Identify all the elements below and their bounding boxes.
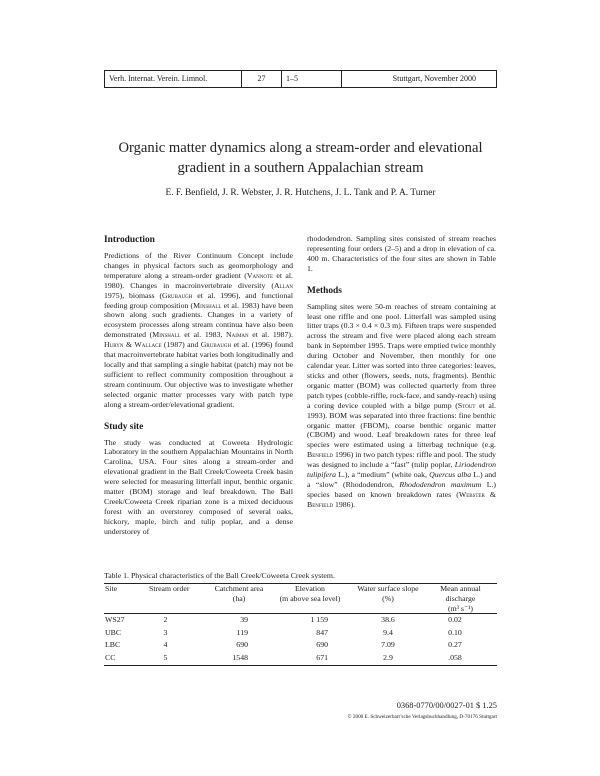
table-row <box>104 627 497 640</box>
journal-header <box>104 70 497 88</box>
cell-discharge: 0.02 <box>448 615 462 625</box>
right-column <box>307 234 496 521</box>
introduction-paragraph: Predictions of the River Continuum Concept include changes in physical factors such as geomorphology and temperature along a stream-order gradient (Vannote et al. 1980). Changes in macroinvertebrate diversity (Allan 1975), biomass (Grubaugh et al. 1996), and functional feeding group composition (Minshall et al. 1983) have been shown along such gradients. Changes in a variety of ecosystem processes along stream continua have also been demonstrated (Minshall et al. 1983, Naiman et al. 1987). Huryn & Wallace (1987) and Grubaugh et al. (1996) found that macroinvertebrate habitat varies both longitudinally and locally and that sampling a single habitat (patch) may not be sufficient to reflect community composition throughout a stream continuum. Our objective was to investigate whether selected organic matter processes vary with patch type along a stream-order/elevational gradient. <box>104 251 293 409</box>
cell-order: 3 <box>163 627 168 637</box>
cell-catchment: 119 <box>236 627 248 637</box>
table-header-row <box>104 584 497 614</box>
cell-order: 4 <box>163 640 168 650</box>
cell-slope: 38.6 <box>381 615 395 625</box>
cell-elevation: 671 <box>316 653 328 663</box>
cell-order: 5 <box>163 653 168 663</box>
paper-title <box>104 138 497 178</box>
study-site-heading: Study site <box>104 421 144 432</box>
journal-volume: 27 <box>242 71 282 87</box>
cell-discharge: 0.27 <box>448 640 462 650</box>
cell-elevation: 690 <box>316 640 328 650</box>
col-header-stream-order: Stream order <box>149 584 190 593</box>
study-site-continued-paragraph: rhododendron. Sampling sites consisted of stream reaches representing four orders (2–5) and a drop in elevation of ca. 400 m. Characteristics of the four sites are shown in Table 1. <box>307 234 496 273</box>
table-row <box>104 639 497 652</box>
cell-site: LBC <box>105 640 121 650</box>
col-header-site: Site <box>105 584 118 593</box>
title-line-2: gradient in a southern Appalachian stream <box>177 160 424 176</box>
table-row <box>104 652 497 665</box>
cell-elevation: 1 159 <box>310 615 328 625</box>
cell-discharge: .058 <box>448 653 462 663</box>
cell-slope: 9.4 <box>383 627 393 637</box>
footer-price: 0368-0770/00/0027-01 $ 1.25 <box>396 701 497 710</box>
cell-elevation: 847 <box>316 627 328 637</box>
journal-name: Verh. Internat. Verein. Limnol. <box>105 71 242 87</box>
cell-site: CC <box>105 653 116 663</box>
cell-catchment: 690 <box>236 640 248 650</box>
footer-copyright: © 2000 E. Schweizerbart’sche Verlagsbuchhandlung, D-70176 Stuttgart <box>347 714 497 720</box>
study-site-paragraph: The study was conducted at Coweeta Hydrologic Laboratory in the southern Appalachian Mountains in North Carolina, USA. Four sites along a stream-order and elevational gradient in the Ball Creek/Coweeta Creek basin were selected for measuring litterfall input, benthic organic matter (BOM) storage and leaf breakdown. The Ball Creek/Coweeta Creek riparian zone is a mixed deciduous forest with an overstorey composed of several oaks, hickory, maple, birch and tulip poplar, and a dense understorey of <box>104 437 293 536</box>
col-header-water-slope: Water surface slope (%) <box>357 584 419 603</box>
col-header-elevation: Elevation (m above sea level) <box>279 584 341 603</box>
paper-authors: E. F. Benfield, J. R. Webster, J. R. Hutchens, J. L. Tank and P. A. Turner <box>165 188 436 198</box>
site-characteristics-table <box>104 583 497 666</box>
cell-discharge: 0.10 <box>448 627 462 637</box>
introduction-heading: Introduction <box>104 235 155 245</box>
cell-site: UBC <box>105 627 122 637</box>
cell-catchment: 39 <box>240 615 248 625</box>
cell-catchment: 1548 <box>232 653 248 663</box>
col-header-catchment-area: Catchment area (ha) <box>214 584 264 603</box>
cell-slope: 7.09 <box>381 640 395 650</box>
journal-place-date: Stuttgart, November 2000 <box>392 74 476 83</box>
cell-order: 2 <box>163 615 168 625</box>
table-row <box>104 614 497 627</box>
left-column <box>104 234 293 548</box>
journal-pages: 1–5 <box>282 71 342 87</box>
table-caption: Table 1. Physical characteristics of the Ball Creek/Coweeta Creek system. <box>104 571 335 580</box>
methods-heading: Methods <box>307 285 342 296</box>
title-line-1: Organic matter dynamics along a stream-order and elevational <box>118 140 483 156</box>
col-header-discharge: Mean annual discharge (m³ s⁻¹) <box>440 584 481 613</box>
cell-slope: 2.9 <box>383 653 393 663</box>
cell-site: WS27 <box>105 615 125 625</box>
methods-paragraph: Sampling sites were 50-m reaches of stream containing at least one riffle and one pool. Litterfall was sampled using litter traps (0.3 × 0.4 × 0.3 m). Fifteen traps were suspended across the stream and five were placed along each stream bank in September 1995. Traps were emptied twice monthly during October and November, then monthly for one calendar year. Litter was sorted into three categories: leaves, sticks and other (flowers, seeds, nuts, fragments). Benthic organic matter (BOM) was collected quarterly from three patch types (cobble-riffle, rock-face, and sandy-reach) using a coring device coupled with a bilge pump (Stout et al. 1993). BOM was separated into three fractions: fine benthic organic matter (FBOM), coarse benthic organic matter (CBOM) and wood. Leaf breakdown rates for three leaf species were estimated using a litterbag technique (e.g. Benfield 1996) in two patch types: riffle and pool. The study was designed to include a “fast” (tulip poplar, Liriodendron tulipifera L.), a “medium” (white oak, Quercus alba L.) and a “slow” (Rhododendron, Rhododendron maximum L.) species based on known breakdown rates (Webster & Benfield 1986). <box>307 301 497 509</box>
